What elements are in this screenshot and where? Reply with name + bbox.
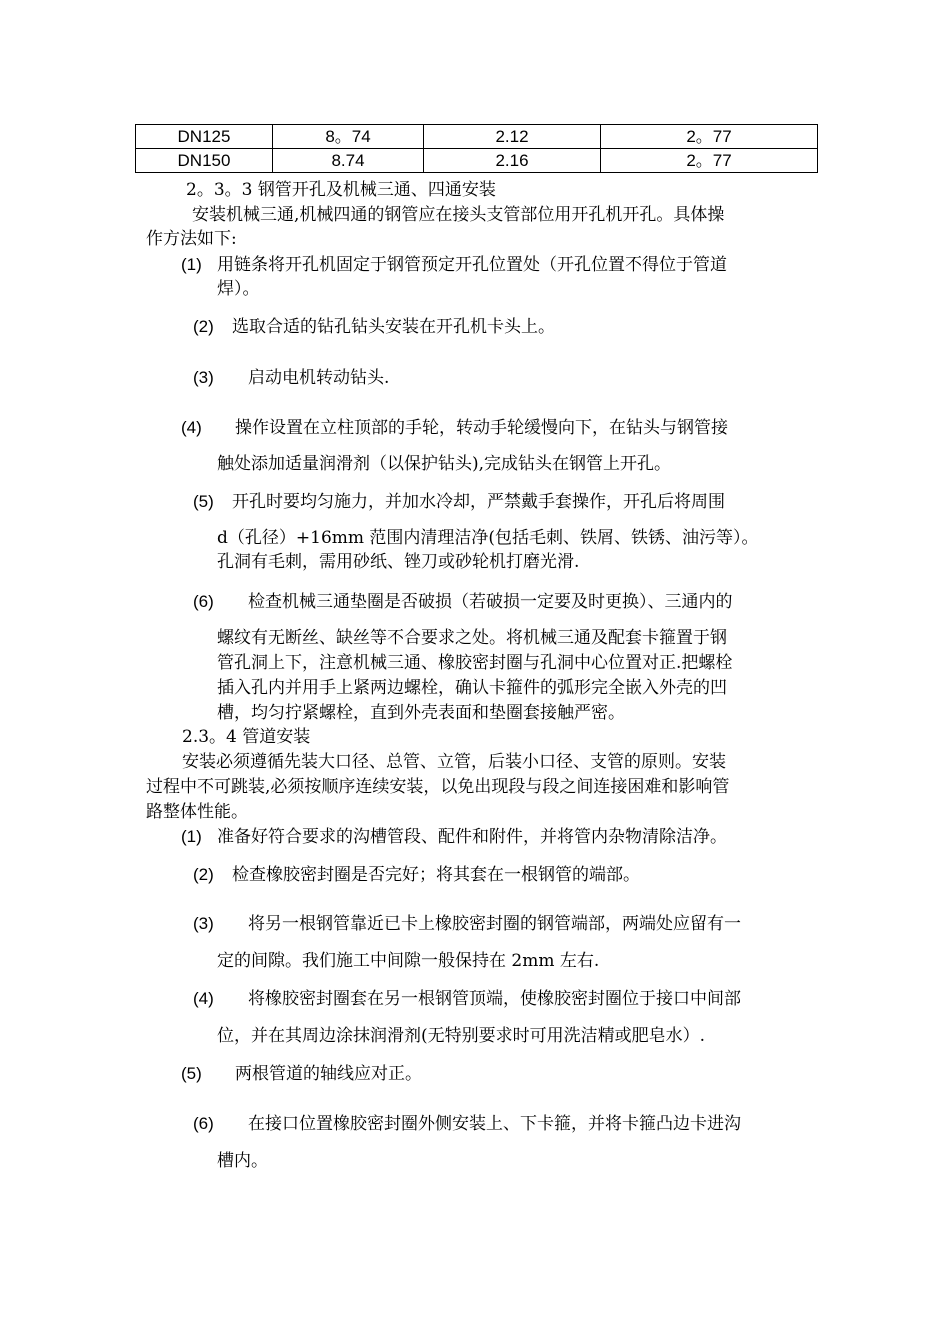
section-heading: 2。3。3 钢管开孔及机械三通、四通安装 (186, 180, 496, 200)
list-number: (6) (193, 1114, 214, 1133)
list-item-line: 检查橡胶密封圈是否完好；将其套在一根钢管的端部。 (232, 865, 640, 885)
list-item-line: 两根管道的轴线应对正。 (235, 1064, 422, 1084)
paragraph-line: 作方法如下: (146, 229, 237, 249)
list-number: (2) (193, 865, 214, 884)
list-item-line: 螺纹有无断丝、缺丝等不合要求之处。将机械三通及配套卡箍置于钢 (217, 628, 727, 648)
list-item-line: 用链条将开孔机固定于钢管预定开孔位置处（开孔位置不得位于管道 (217, 255, 727, 275)
pipe-spec-table (135, 124, 818, 173)
table-cell: 8.74 (273, 149, 424, 173)
section-heading: 2.3。4 管道安装 (182, 727, 311, 747)
list-item-line: 定的间隙。我们施工中间隙一般保持在 2mm 左右. (217, 951, 600, 971)
list-number: (1) (181, 255, 202, 274)
list-item-line: 将另一根钢管靠近已卡上橡胶密封圈的钢管端部，两端处应留有一 (248, 914, 741, 934)
list-item-line: 槽，均匀拧紧螺栓，直到外壳表面和垫圈套接触严密。 (217, 703, 625, 723)
list-item-line: 插入孔内并用手上紧两边螺栓，确认卡箍件的弧形完全嵌入外壳的凹 (217, 678, 727, 698)
list-item-line: 将橡胶密封圈套在另一根钢管顶端，使橡胶密封圈位于接口中间部 (248, 989, 741, 1009)
table-cell: 2.12 (424, 125, 601, 149)
list-item-line: 检查机械三通垫圈是否破损（若破损一定要及时更换）、三通内的 (248, 592, 733, 612)
list-item-line: 选取合适的钻孔钻头安装在开孔机卡头上。 (232, 317, 555, 337)
list-number: (2) (193, 317, 214, 336)
list-item-line: 操作设置在立柱顶部的手轮，转动手轮缓慢向下，在钻头与钢管接 (235, 418, 728, 438)
table-cell: DN125 (136, 125, 273, 149)
table-cell: 2.16 (424, 149, 601, 173)
list-item-line: 启动电机转动钻头. (248, 368, 390, 388)
list-item-line: 焊）。 (217, 279, 260, 299)
list-number: (6) (193, 592, 214, 611)
list-item-line: 开孔时要均匀施力，并加水冷却，严禁戴手套操作，开孔后将周围 (232, 492, 725, 512)
list-item-line: d（孔径）+16mm 范围内清理洁净(包括毛刺、铁屑、铁锈、油污等）。 (217, 528, 759, 548)
list-item-line: 槽内。 (217, 1151, 268, 1171)
table-cell: 2。77 (601, 149, 818, 173)
list-item-line: 触处添加适量润滑剂（以保护钻头),完成钻头在钢管上开孔。 (217, 454, 672, 474)
list-number: (3) (193, 368, 214, 387)
paragraph-line: 安装机械三通,机械四通的钢管应在接头支管部位用开孔机开孔。具体操 (192, 205, 725, 225)
list-item-line: 在接口位置橡胶密封圈外侧安装上、下卡箍，并将卡箍凸边卡进沟 (248, 1114, 741, 1134)
list-number: (4) (181, 418, 202, 437)
table-row (136, 149, 818, 173)
paragraph-line: 过程中不可跳装,必须按顺序连续安装，以免出现段与段之间连接困难和影响管 (146, 777, 730, 797)
paragraph-line: 路整体性能。 (146, 802, 248, 822)
list-item-line: 位，并在其周边涂抹润滑剂(无特别要求时可用洗洁精或肥皂水）. (217, 1026, 706, 1046)
list-number: (4) (193, 989, 214, 1008)
list-item-line: 管孔洞上下，注意机械三通、橡胶密封圈与孔洞中心位置对正.把螺栓 (217, 653, 733, 673)
paragraph-line: 安装必须遵循先装大口径、总管、立管，后装小口径、支管的原则。安装 (182, 752, 726, 772)
list-number: (5) (193, 492, 214, 511)
list-item-line: 准备好符合要求的沟槽管段、配件和附件，并将管内杂物清除洁净。 (217, 827, 727, 847)
list-number: (3) (193, 914, 214, 933)
table-row (136, 125, 818, 149)
list-number: (5) (181, 1064, 202, 1083)
table-cell: 2。77 (601, 125, 818, 149)
table-cell: DN150 (136, 149, 273, 173)
list-item-line: 孔洞有毛刺，需用砂纸、锉刀或砂轮机打磨光滑. (217, 552, 580, 572)
table-cell: 8。74 (273, 125, 424, 149)
list-number: (1) (181, 827, 202, 846)
